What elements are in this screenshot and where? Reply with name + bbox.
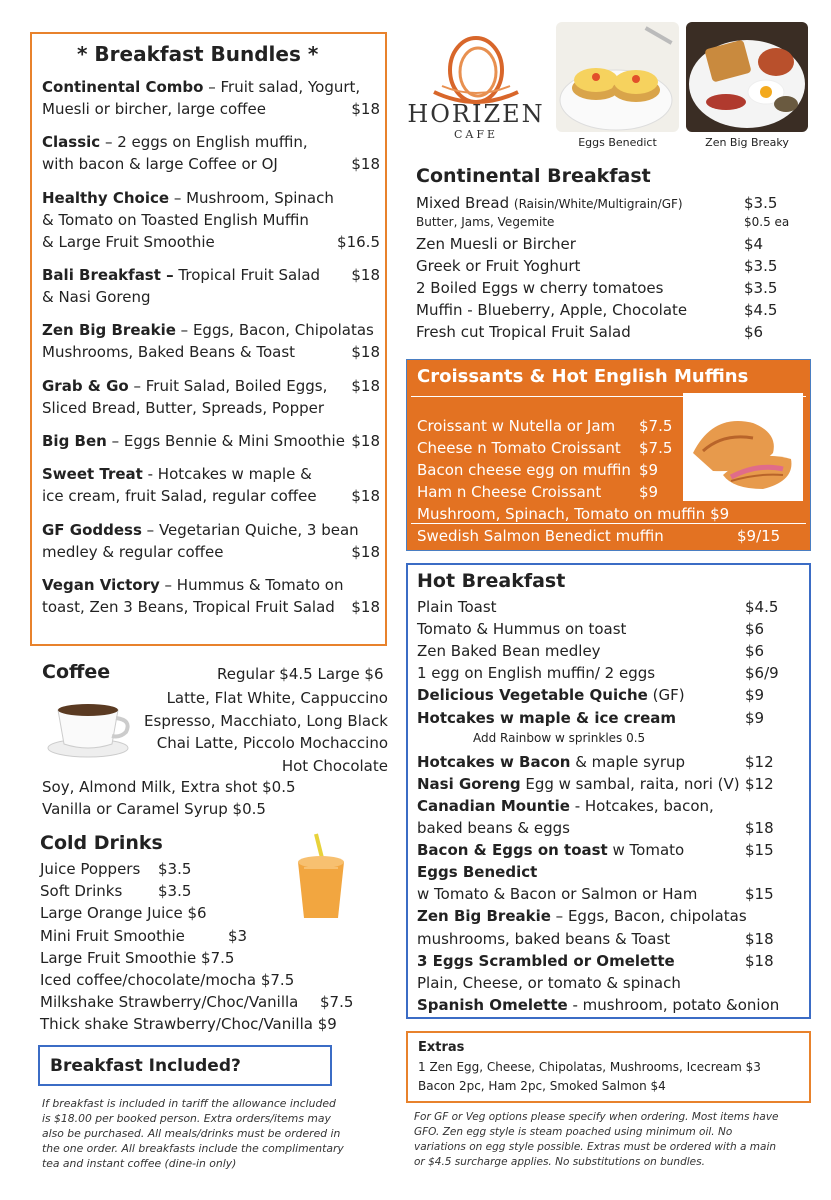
item-name: Croissant w Nutella or Jam — [417, 417, 616, 435]
bundle-name: Grab & Go — [42, 377, 129, 395]
menu-item — [417, 885, 787, 903]
menu-item — [417, 775, 787, 793]
item-price: $9 — [639, 461, 659, 479]
item-price: $7.5 — [639, 439, 673, 457]
coffee-line: Hot Chocolate — [281, 756, 388, 775]
item-price: $4.5 — [744, 301, 778, 319]
bundle-price: $18 — [351, 543, 380, 561]
menu-item — [416, 323, 786, 341]
item-desc: Zen Baked Bean medley — [417, 642, 601, 661]
note-line: is $18.00 per booked person. Extra orders/items may — [42, 1112, 331, 1125]
item-name: Thick shake Strawberry/Choc/Vanilla $9 — [40, 1015, 337, 1034]
bundle-item — [42, 187, 380, 253]
cold-drink-item — [40, 991, 353, 1013]
bundle-price: $18 — [351, 155, 380, 173]
bundle-price: $18 — [351, 432, 380, 450]
item-price: $9 — [639, 483, 659, 501]
logo-swirl-icon — [406, 30, 546, 110]
item-desc: mushrooms, baked beans & Toast — [417, 929, 671, 948]
bundle-price: $18 — [351, 266, 380, 284]
extras-title: Extras — [418, 1040, 465, 1055]
bundle-desc: – Fruit salad, Yogurt, — [203, 78, 361, 96]
bundle-item — [42, 76, 380, 120]
bundle-desc: – Mushroom, Spinach — [169, 189, 334, 207]
item-name: Cheese n Tomato Croissant — [417, 439, 621, 457]
hot-breakfast-box — [406, 563, 811, 1019]
item-name: Large Orange Juice $6 — [40, 904, 207, 923]
cold-drink-item — [40, 947, 353, 969]
item-price: $6 — [745, 620, 765, 639]
note-line: GFO. Zen egg style is steam poached using minimum oil. No — [414, 1126, 733, 1138]
hot-breakfast-title: Hot Breakfast — [417, 570, 566, 592]
item-name: Ham n Cheese Croissant — [417, 483, 602, 501]
item-price: $12 — [745, 752, 774, 771]
item-desc: - Hotcakes, bacon, — [569, 796, 714, 815]
bundle-name: Continental Combo — [42, 78, 204, 96]
item-name: Mushroom, Spinach, Tomato on muffin — [417, 505, 706, 523]
bundle-item — [42, 519, 380, 563]
bundle-desc: – 2 eggs on English muffin, — [100, 133, 308, 151]
note-line: the one order. All breakfasts include the complimentary — [42, 1142, 344, 1155]
item-price: $9 — [745, 708, 765, 727]
menu-item — [417, 952, 787, 970]
cold-drinks-title: Cold Drinks — [40, 832, 163, 854]
item-name: Soft Drinks — [40, 882, 123, 901]
item-price: $18 — [745, 929, 774, 948]
item-name: Muffin - Blueberry, Apple, Chocolate — [416, 301, 688, 319]
item-price: $3.5 — [744, 257, 778, 275]
bundle-name: Big Ben — [42, 432, 107, 450]
item-name: Delicious Vegetable Quiche — [417, 686, 648, 705]
bundle-item — [42, 319, 380, 363]
bundle-desc: Muesli or bircher, large coffee — [42, 100, 266, 118]
bundle-price: $18 — [351, 377, 380, 395]
coffee-cup-icon — [44, 692, 134, 760]
menu-item — [416, 301, 786, 319]
item-price: $9 — [745, 686, 765, 705]
item-name: Zen Muesli or Bircher — [416, 235, 576, 253]
item-price: $6 — [745, 642, 765, 661]
item-desc: Plain, Cheese, or tomato & spinach — [417, 973, 681, 992]
bundle-item — [42, 574, 380, 618]
bundle-name: Healthy Choice — [42, 189, 170, 207]
bundle-item — [42, 430, 380, 452]
item-name: Iced coffee/chocolate/mocha $7.5 — [40, 971, 295, 990]
bundle-name: Bali Breakfast – — [42, 266, 174, 284]
coffee-line: Espresso, Macchiato, Long Black — [144, 711, 388, 730]
logo-sub: CAFE — [453, 128, 499, 141]
item-price: $9/15 — [737, 527, 781, 545]
menu-item — [417, 731, 787, 745]
menu-item — [417, 753, 787, 771]
extras-line: Bacon 2pc, Ham 2pc, Smoked Salmon $4 — [418, 1079, 666, 1093]
item-price: $15 — [745, 885, 774, 904]
menu-item — [417, 664, 787, 682]
eggs-benedict-photo — [556, 22, 679, 132]
cold-drink-item — [40, 1013, 353, 1035]
item-desc: – Eggs, Bacon, chipolatas — [550, 907, 747, 926]
bundle-desc: - Hotcakes w maple & — [142, 465, 312, 483]
coffee-line: Latte, Flat White, Cappuccino — [166, 689, 388, 707]
item-name: 2 Boiled Eggs w cherry tomatoes — [416, 279, 664, 297]
menu-item — [417, 863, 787, 881]
menu-item — [416, 257, 786, 275]
item-price: $3 — [228, 926, 248, 945]
menu-item — [417, 907, 787, 925]
item-price — [779, 996, 787, 1014]
item-desc: Tomato & Hummus on toast — [417, 620, 627, 639]
bundle-desc: Sliced Bread, Butter, Spreads, Popper — [42, 399, 325, 417]
item-price: $4.5 — [745, 598, 779, 616]
croissant-item — [417, 439, 621, 457]
menu-item — [417, 974, 787, 992]
coffee-extra: Vanilla or Caramel Syrup $0.5 — [42, 800, 266, 818]
item-price: $18 — [745, 951, 774, 970]
item-price: $9 — [710, 505, 730, 523]
item-price: $15 — [745, 841, 774, 860]
bundle-desc: with bacon & large Coffee or OJ — [42, 155, 278, 173]
item-price: $7.5 — [320, 993, 354, 1012]
breakfast-included-title: Breakfast Included? — [50, 1056, 241, 1076]
croissants-box — [406, 359, 811, 551]
item-name: Greek or Fruit Yoghurt — [416, 257, 581, 275]
horizen-logo — [406, 30, 546, 145]
item-name: Canadian Mountie — [417, 796, 570, 815]
item-name: Bacon cheese egg on muffin — [417, 461, 631, 479]
item-name: Eggs Benedict — [417, 863, 538, 882]
coffee-line: Chai Latte, Piccolo Mochaccino — [156, 734, 388, 752]
bundle-name: Vegan Victory — [42, 576, 160, 594]
item-desc: (GF) — [647, 686, 685, 705]
breakfast-bundles-box — [30, 32, 387, 646]
bundle-desc: ice cream, fruit Salad, regular coffee — [42, 487, 317, 505]
breakfast-included-note — [42, 1096, 362, 1171]
item-price: $6/9 — [745, 664, 779, 683]
item-price: $3.5 — [744, 194, 778, 212]
item-price — [745, 863, 787, 881]
menu-item — [417, 598, 787, 616]
zen-big-breaky-photo — [686, 22, 808, 132]
item-price — [745, 797, 787, 815]
item-name: Zen Big Breakie — [417, 907, 551, 926]
menu-item — [417, 797, 787, 815]
item-price: $3.5 — [158, 860, 192, 878]
item-price: $6 — [744, 323, 764, 341]
croissant-item — [417, 527, 664, 545]
bundle-desc: – Fruit Salad, Boiled Eggs, — [128, 377, 328, 395]
breakfast-included-box — [38, 1045, 332, 1086]
item-name: Mixed Bread — [416, 194, 514, 212]
croissant-item — [417, 417, 615, 435]
cold-drink-item — [40, 969, 353, 991]
item-desc: w Tomato — [607, 841, 685, 860]
item-desc: Plain Toast — [417, 598, 497, 616]
item-name: Hotcakes w maple & ice cream — [417, 708, 676, 727]
bundle-price: $18 — [351, 100, 380, 118]
bundle-desc: & Tomato on Toasted English Muffin — [42, 211, 309, 229]
item-desc: Add Rainbow w sprinkles 0.5 — [473, 730, 646, 745]
item-name: Hotcakes w Bacon — [417, 752, 571, 771]
bundle-desc: Tropical Fruit Salad — [173, 266, 321, 284]
divider — [411, 523, 806, 524]
menu-item — [417, 996, 787, 1014]
item-name: Large Fruit Smoothie $7.5 — [40, 948, 235, 967]
bundles-title: * Breakfast Bundles * — [77, 42, 319, 66]
bundle-desc: Mushrooms, Baked Beans & Toast — [42, 343, 296, 361]
bundle-price: $16.5 — [337, 233, 380, 251]
item-desc: & maple syrup — [570, 752, 686, 771]
note-line: or $4.5 surcharge applies. No substitutions on bundles. — [414, 1156, 705, 1168]
croissants-title: Croissants & Hot English Muffins — [417, 366, 749, 387]
extras-line: 1 Zen Egg, Cheese, Chipolatas, Mushrooms, Icecream $3 — [418, 1060, 761, 1074]
item-desc: 1 egg on English muffin/ 2 eggs — [417, 664, 656, 683]
menu-item — [416, 194, 786, 212]
item-price: $12 — [745, 774, 774, 793]
croissant-item — [417, 461, 631, 479]
logo-wordmark: HORIZEN — [407, 100, 545, 128]
item-name: Swedish Salmon Benedict muffin — [417, 527, 664, 545]
bundle-desc: – Hummus & Tomato on — [159, 576, 344, 594]
item-name: Spanish Omelette — [417, 995, 568, 1014]
item-price — [747, 907, 787, 925]
eggs-benedict-caption: Eggs Benedict — [578, 136, 657, 149]
bundle-name: Zen Big Breakie — [42, 321, 176, 339]
item-desc: w Tomato & Bacon or Salmon or Ham — [417, 885, 698, 904]
coffee-title: Coffee — [42, 661, 111, 683]
item-price: $7.5 — [639, 417, 673, 435]
menu-item — [417, 709, 787, 727]
item-price: $4 — [744, 235, 764, 253]
bundle-price: $18 — [351, 487, 380, 505]
item-name: Milkshake Strawberry/Choc/Vanilla — [40, 993, 299, 1012]
bundle-item — [42, 463, 380, 507]
bundle-desc: toast, Zen 3 Beans, Tropical Fruit Salad — [42, 598, 335, 616]
bundle-desc: & Large Fruit Smoothie — [42, 233, 215, 251]
bundle-item — [42, 375, 380, 419]
menu-item — [417, 930, 787, 948]
item-name: Mini Fruit Smoothie — [40, 926, 185, 945]
item-name: 3 Eggs Scrambled or Omelette — [417, 951, 675, 970]
note-line: For GF or Veg options please specify when ordering. Most items have — [414, 1111, 779, 1123]
bundle-price: $18 — [351, 343, 380, 361]
bundle-name: GF Goddess — [42, 521, 142, 539]
ordering-note — [414, 1110, 814, 1170]
bundle-desc: & Nasi Goreng — [42, 288, 151, 306]
menu-item — [416, 279, 786, 297]
coffee-extras — [42, 776, 296, 820]
item-name: Butter, Jams, Vegemite — [416, 215, 555, 229]
bundle-price: $18 — [351, 598, 380, 616]
item-price: $0.5 ea — [744, 215, 790, 229]
croissant-item — [417, 505, 729, 523]
item-price — [745, 974, 787, 992]
croissant-photo — [683, 393, 803, 501]
menu-item — [417, 686, 787, 704]
menu-item — [416, 215, 794, 229]
menu-item — [416, 235, 786, 253]
bundle-item — [42, 264, 380, 308]
bundle-desc: – Eggs Bennie & Mini Smoothie — [106, 432, 345, 450]
item-note: (Raisin/White/Multigrain/GF) — [513, 197, 683, 211]
menu-item — [417, 642, 787, 660]
item-price: $3.5 — [744, 279, 778, 297]
extras-box — [406, 1031, 811, 1103]
croissant-item — [417, 483, 601, 501]
bundle-name: Classic — [42, 133, 101, 151]
item-name: Nasi Goreng — [417, 774, 521, 793]
note-line: also be purchased. All meals/drinks must be ordered in — [42, 1127, 341, 1140]
zen-big-breaky-caption: Zen Big Breaky — [705, 136, 789, 149]
item-name: Juice Poppers — [40, 860, 141, 878]
bundle-desc: – Vegetarian Quiche, 3 bean — [141, 521, 359, 539]
menu-item — [417, 819, 787, 837]
bundle-name: Sweet Treat — [42, 465, 143, 483]
coffee-list — [128, 687, 388, 777]
bundle-item — [42, 131, 380, 175]
bundle-desc: – Eggs, Bacon, Chipolatas — [175, 321, 374, 339]
menu-item — [417, 620, 787, 638]
smoothie-icon — [288, 832, 354, 922]
item-price: $18 — [745, 819, 774, 837]
item-price — [745, 731, 787, 745]
item-name: Fresh cut Tropical Fruit Salad — [416, 323, 631, 341]
continental-title: Continental Breakfast — [416, 165, 651, 187]
cold-drink-item — [40, 925, 353, 947]
coffee-extra: Soy, Almond Milk, Extra shot $0.5 — [42, 778, 296, 796]
note-line: variations on egg style possible. Extras must be ordered with a main — [414, 1141, 777, 1153]
item-price: $3.5 — [158, 882, 192, 901]
note-line: tea and instant coffee (dine-in only) — [42, 1157, 237, 1170]
item-desc: baked beans & eggs — [417, 819, 570, 837]
coffee-prices: Regular $4.5 Large $6 — [217, 665, 384, 683]
item-name: Bacon & Eggs on toast — [417, 841, 608, 860]
item-desc: - mushroom, potato &onion — [567, 995, 780, 1014]
menu-item — [417, 841, 787, 859]
bundle-desc: medley & regular coffee — [42, 543, 224, 561]
note-line: If breakfast is included in tariff the allowance included — [42, 1097, 336, 1110]
item-desc: Egg w sambal, raita, nori (V) — [520, 774, 740, 793]
